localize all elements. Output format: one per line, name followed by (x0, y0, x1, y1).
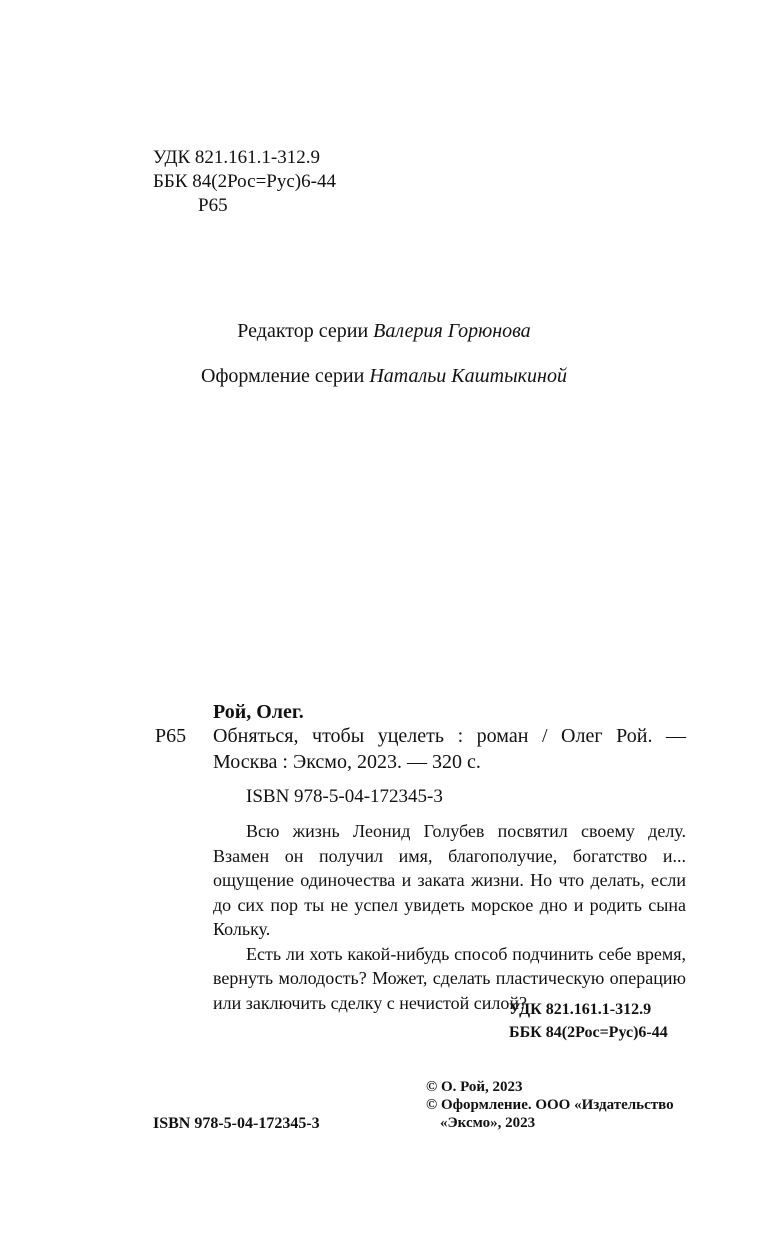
isbn-statement: ISBN 978-5-04-172345-3 (246, 786, 443, 807)
bbk-code-bottom: ББК 84(2Рос=Рус)6-44 (509, 1024, 668, 1041)
isbn-bottom: ISBN 978-5-04-172345-3 (153, 1115, 320, 1132)
udk-code: УДК 821.161.1-312.9 (153, 147, 320, 168)
editor-label: Редактор серии (237, 320, 369, 342)
editor-name: Валерия Горюнова (373, 320, 531, 342)
copyright-block (426, 1078, 674, 1132)
author-code-left: Р65 (155, 725, 187, 747)
bottom-classification-block (509, 998, 668, 1044)
imprint-statement: Москва : Эксмо, 2023. — 320 с. (213, 751, 481, 773)
annotation (213, 819, 686, 1015)
author-heading: Рой, Олег. (213, 701, 304, 723)
bibliographic-description (213, 723, 686, 775)
title-statement: Обняться, чтобы уцелеть : роман / Олег Рой. — (213, 725, 686, 747)
series-design-credit (0, 363, 768, 389)
annotation-paragraph: Есть ли хоть какой-нибудь способ подчинить себе время, вернуть молодость? Может, сделать пластическую операцию или заключить сделку с нечистой силой? (213, 943, 686, 1013)
udk-code-bottom: УДК 821.161.1-312.9 (509, 1001, 652, 1018)
copyright-design: © Оформление. ООО «Издательство (426, 1097, 674, 1113)
designer-name: Натальи Каштыкиной (369, 365, 567, 387)
author-sign-code: Р65 (198, 195, 228, 216)
design-label: Оформление серии (201, 365, 365, 387)
copyright-author: © О. Рой, 2023 (426, 1079, 523, 1095)
copyright-design-continued: «Эксмо», 2023 (440, 1115, 536, 1131)
bbk-code: ББК 84(2Рос=Рус)6-44 (153, 171, 336, 192)
series-editor-credit (0, 318, 768, 344)
top-classification-block (153, 146, 336, 218)
annotation-paragraph: Всю жизнь Леонид Голубев посвятил своему делу. Взамен он получил имя, благополучие, богатство и... ощущение одиночества и заката жизни. Но что делать, если до сих пор ты не успел увидеть морское дно и родить сына Кольку. (213, 821, 686, 939)
